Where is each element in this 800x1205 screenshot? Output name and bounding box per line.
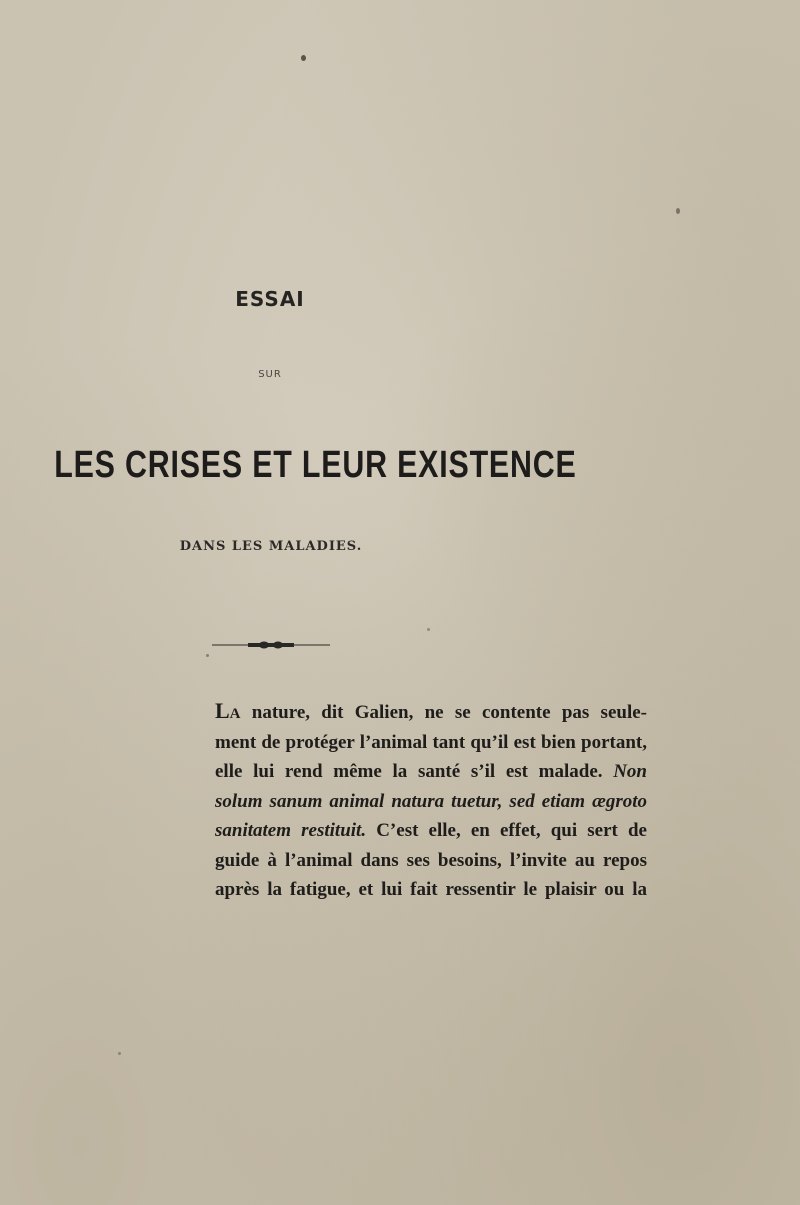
- text-line: [215, 816, 647, 846]
- text-span: elle lui rend même la santé s’il est malade.: [215, 761, 614, 782]
- title-essai: ESSAI: [235, 287, 305, 311]
- latin-text: Non: [613, 761, 647, 782]
- latin-text: sanitatem restituit.: [215, 820, 367, 841]
- ornamental-divider: [0, 640, 542, 650]
- body-paragraph: [215, 696, 647, 905]
- title-sur: SUR: [258, 369, 282, 380]
- paper-speck: [118, 1052, 121, 1055]
- text-line: [215, 757, 647, 787]
- paper-speck: [301, 55, 306, 61]
- text-span: C’est elle, en effet, qui sert de: [366, 820, 647, 841]
- paper-speck: [427, 628, 430, 631]
- paper-speck: [676, 208, 680, 214]
- text-line: guide à l’animal dans ses besoins, l’invite au repos: [215, 849, 647, 871]
- text-line: [215, 696, 647, 728]
- text-line: après la fatigue, et lui fait ressentir le plaisir ou la: [215, 879, 647, 900]
- drop-initial: La: [215, 698, 241, 723]
- ornate-subtitle: DANS LES MALADIES.: [179, 539, 363, 554]
- text-span: nature, dit Galien, ne se contente pas seule-: [240, 702, 647, 723]
- text-line: ment de protéger l’animal tant qu’il est bien portant,: [215, 731, 647, 753]
- main-title: LES CRISES ET LEUR EXISTENCE: [54, 444, 577, 486]
- paper-speck: [206, 654, 209, 657]
- latin-text-line: solum sanum animal natura tuetur, sed etiam ægroto: [215, 790, 647, 812]
